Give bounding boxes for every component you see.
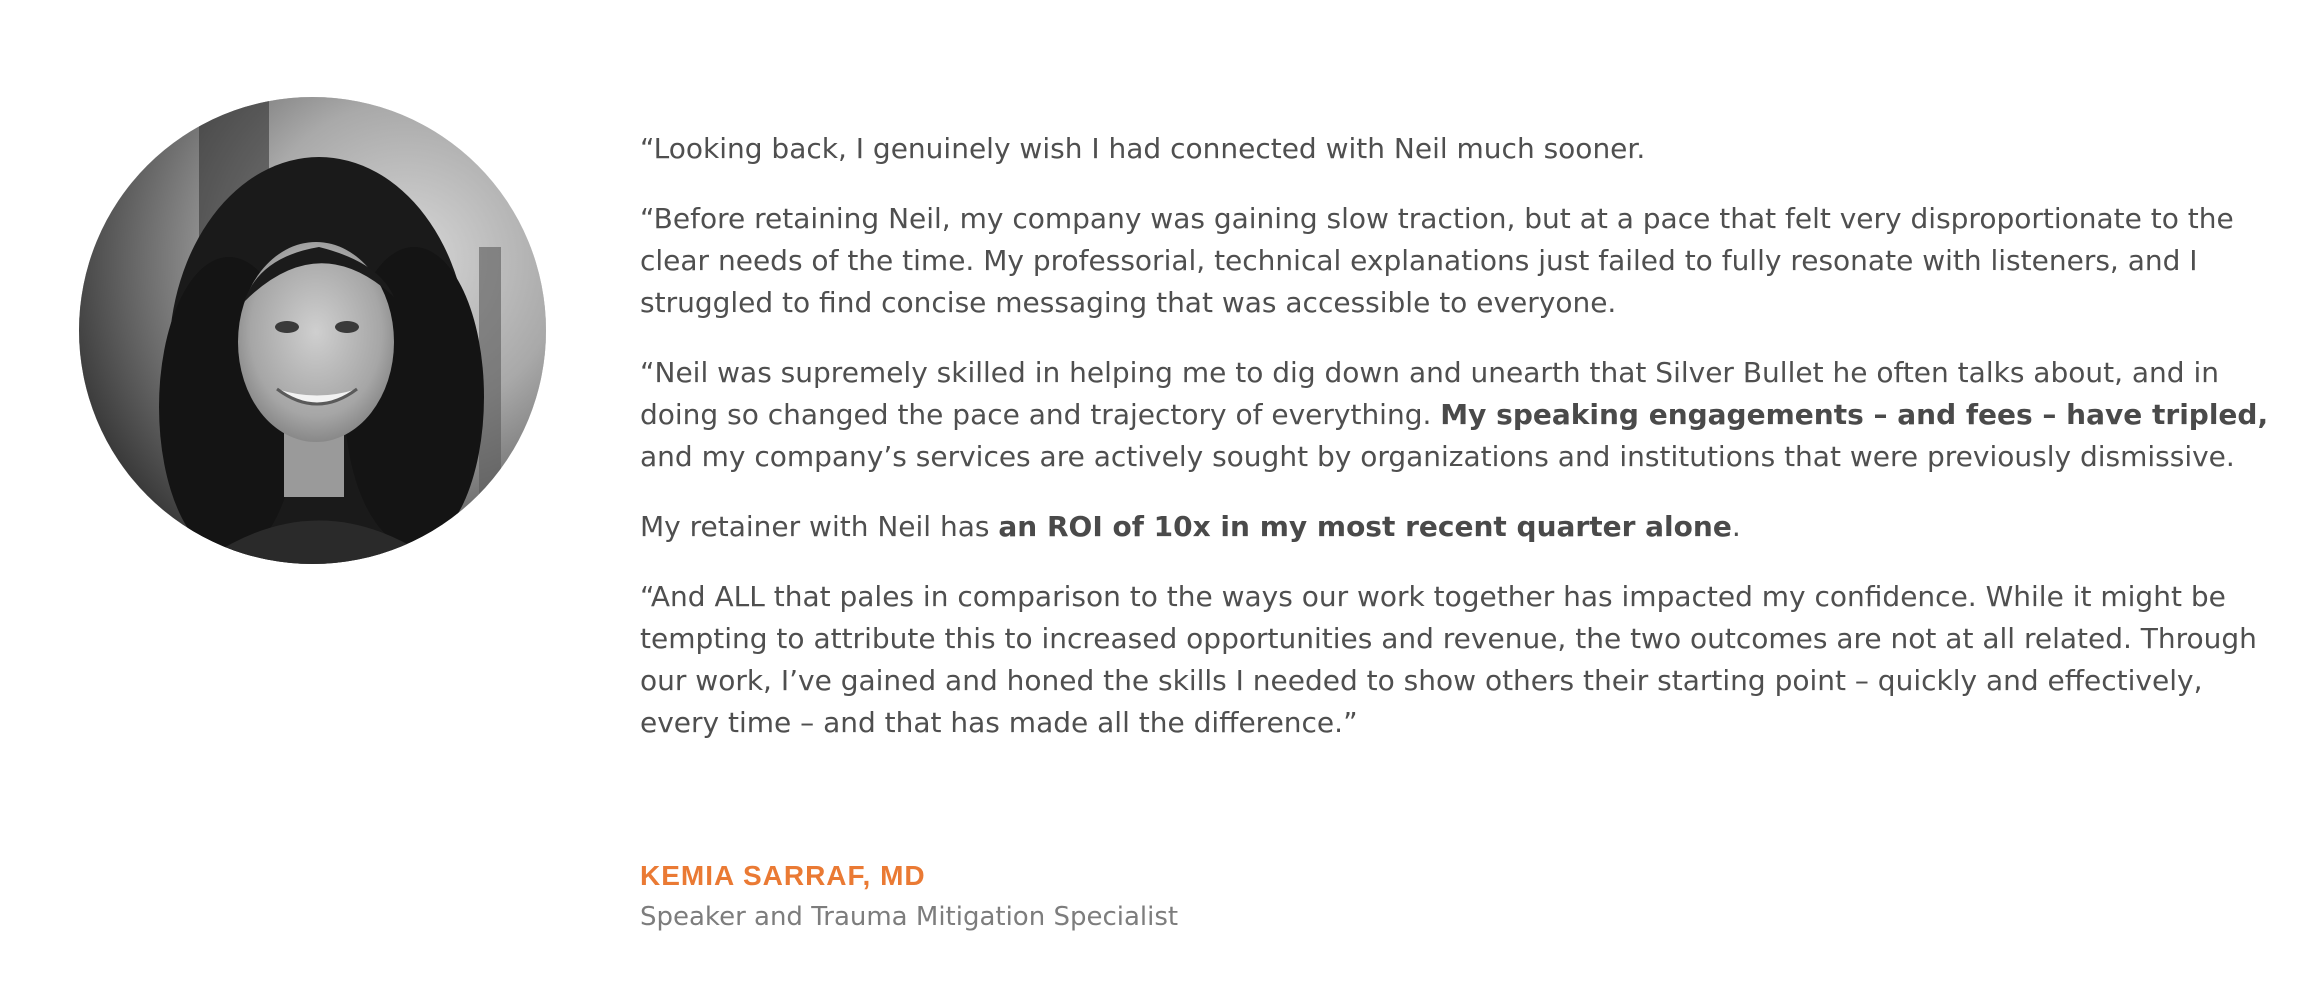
author-portrait — [79, 97, 546, 564]
quote-paragraph-2: “Before retaining Neil, my company was gaining slow traction, but at a pace that felt very disproportionate to the clear needs of the time. My professorial, technical explanations just failed to fully resonate with listeners, and I struggled to find concise messaging that was accessible to everyone. — [640, 202, 2234, 319]
author-title: Speaker and Trauma Mitigation Specialist — [640, 902, 1179, 932]
testimonial-quote — [640, 128, 2280, 772]
quote-paragraph-4: My retainer with Neil has an ROI of 10x in my most recent quarter alone. — [640, 510, 1741, 543]
quote-paragraph-5: “And ALL that pales in comparison to the ways our work together has impacted my confidence. While it might be tempting to attribute this to increased opportunities and revenue, the two outcomes are not at all related. Through our work, I’ve gained and honed the skills I needed to show others their starting point – quickly and effectively, every time – and that has made all the difference.” — [640, 580, 2257, 739]
author-attribution — [640, 858, 1840, 934]
portrait-photo — [79, 97, 546, 564]
quote-paragraph-3: “Neil was supremely skilled in helping me to dig down and unearth that Silver Bullet he often talks about, and in doing so changed the pace and trajectory of everything. My speaking engagements – and fees – have tripled, and my company’s services are actively sought by organizations and institutions that were previously dismissive. — [640, 356, 2269, 473]
highlight-speaking-fees: My speaking engagements – and fees – have tripled, — [1440, 398, 2269, 431]
author-name: KEMIA SARRAF, MD — [640, 860, 926, 891]
highlight-roi: an ROI of 10x in my most recent quarter alone — [998, 510, 1732, 543]
quote-paragraph-1: “Looking back, I genuinely wish I had connected with Neil much sooner. — [640, 132, 1646, 165]
